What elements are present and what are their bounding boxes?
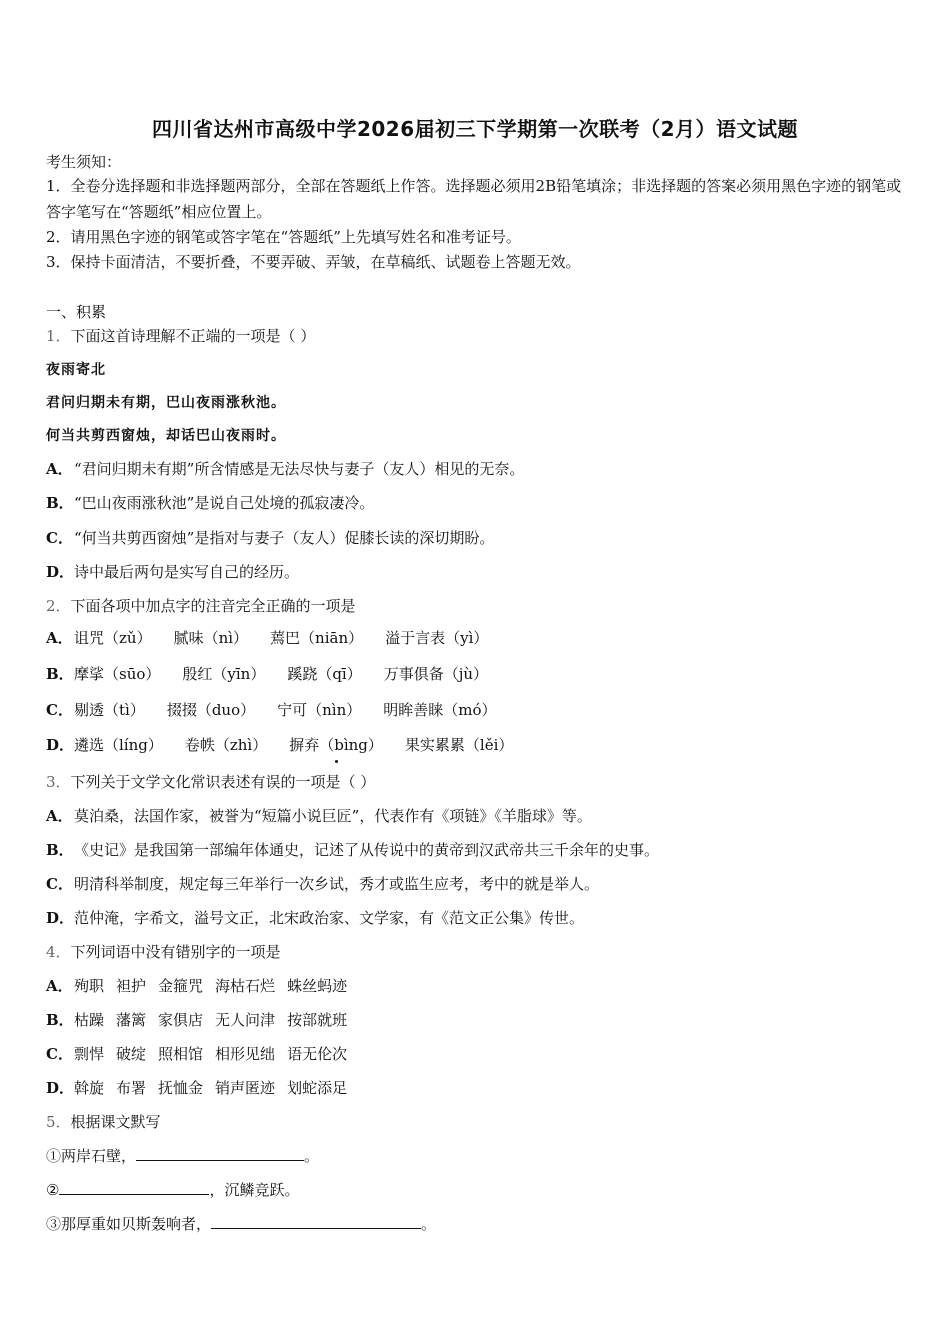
- option-item: 摒弃（bìng）: [289, 736, 383, 754]
- option-label: C．: [46, 529, 73, 547]
- option-text: “君问归期未有期”所含情感是无法尽快与妻子（友人）相见的无奈。: [74, 460, 525, 478]
- q3-option-d: [46, 908, 584, 928]
- q4-option-b: [46, 1010, 347, 1030]
- option-item: 腻味（nì）: [173, 629, 249, 647]
- question-number: 3．: [46, 773, 71, 791]
- recite-item-1: [46, 1146, 319, 1166]
- q4-option-c: [46, 1044, 347, 1064]
- q2-option-d: [46, 735, 513, 755]
- option-text: 莫泊桑，法国作家，被誉为“短篇小说巨匠”，代表作有《项链》《羊脂球》等。: [74, 807, 592, 825]
- option-label: C．: [46, 875, 73, 893]
- question-number: 5．: [46, 1113, 71, 1131]
- question-1: [46, 326, 315, 346]
- poem-line-2: 何当共剪西窗烛，却话巴山夜雨时。: [46, 428, 286, 444]
- option-item: 语无伦次: [287, 1045, 348, 1063]
- option-label: B．: [46, 841, 74, 859]
- option-item: 划蛇添足: [287, 1079, 348, 1097]
- question-stem: 下面各项中加点字的注音完全正确的一项是: [70, 597, 356, 615]
- option-item: 海枯石烂: [215, 977, 276, 995]
- option-label: D．: [46, 736, 75, 754]
- option-item: 破绽: [116, 1045, 147, 1063]
- recite-suffix: 。: [421, 1215, 437, 1233]
- question-4: [46, 942, 281, 962]
- option-item: 销声匿迹: [215, 1079, 276, 1097]
- answer-blank[interactable]: [136, 1146, 304, 1161]
- option-label: D．: [46, 1079, 75, 1097]
- option-item: 明眸善睐（mó）: [383, 701, 497, 719]
- option-item: 金箍咒: [158, 977, 204, 995]
- option-label: B．: [46, 1011, 74, 1029]
- section-heading: 一、积累: [46, 303, 107, 321]
- option-item: 无人问津: [215, 1011, 276, 1029]
- option-item: 万事俱备（jù）: [383, 665, 489, 683]
- q4-option-d: [46, 1078, 347, 1098]
- q2-option-c: [46, 700, 497, 720]
- option-label: B．: [46, 494, 74, 512]
- q3-option-a: [46, 806, 592, 826]
- recite-prefix: ②: [46, 1181, 60, 1199]
- option-item: 按部就班: [287, 1011, 348, 1029]
- option-item: 蛛丝蚂迹: [287, 977, 348, 995]
- question-3: [46, 772, 375, 792]
- notice-item-3: 3．保持卡面清洁，不要折叠，不要弄破、弄皱，在草稿纸、试题卷上答题无效。: [46, 253, 581, 271]
- recite-prefix: ③那厚重如贝斯轰响者，: [46, 1215, 212, 1233]
- q1-option-d: [46, 562, 299, 582]
- option-item: 殷红（yīn）: [182, 665, 266, 683]
- option-item: 斡旋: [74, 1079, 105, 1097]
- option-label: A．: [46, 629, 73, 647]
- question-stem: 下列关于文学文化常识表述有误的一项是（ ）: [70, 773, 376, 791]
- option-item: 家俱店: [158, 1011, 204, 1029]
- q3-option-c: [46, 874, 599, 894]
- recite-prefix: ①两岸石壁，: [46, 1147, 137, 1165]
- option-item: 剽悍: [74, 1045, 105, 1063]
- question-stem: 下列词语中没有错别字的一项是: [70, 943, 281, 961]
- option-item: 蹊跷（qī）: [287, 665, 362, 683]
- q1-option-c: [46, 528, 494, 548]
- option-item: 溢于言表（yì）: [385, 629, 489, 647]
- option-text: 范仲淹，字希文，溢号文正，北宋政治家、文学家，有《范文正公集》传世。: [74, 909, 585, 927]
- recite-suffix: 。: [304, 1147, 320, 1165]
- option-item: 遴选（líng）: [74, 736, 163, 754]
- option-item: 枯躁: [74, 1011, 105, 1029]
- question-stem: 根据课文默写: [70, 1113, 161, 1131]
- option-item: 剔透（tì）: [74, 701, 145, 719]
- option-label: A．: [46, 977, 73, 995]
- option-text: 诗中最后两句是实写自己的经历。: [74, 563, 300, 581]
- question-5: [46, 1112, 161, 1132]
- question-number: 1．: [46, 327, 71, 345]
- option-label: A．: [46, 460, 73, 478]
- notice-item-1: 1．全卷分选择题和非选择题两部分，全部在答题纸上作答。选择题必须用2B铅笔填涂；非选择题的答案必须用黑色字迹的钢笔或答字笔写在“答题纸”相应位置上。: [46, 177, 902, 221]
- option-item: 诅咒（zǔ）: [74, 629, 152, 647]
- option-label: D．: [46, 563, 75, 581]
- question-stem: 下面这首诗理解不正端的一项是（ ）: [70, 327, 316, 345]
- option-item: 果实累累（lěi）: [404, 736, 514, 754]
- poem-line-1: 君问归期未有期，巴山夜雨涨秋池。: [46, 395, 286, 411]
- option-item: 相形见绌: [215, 1045, 276, 1063]
- q3-option-b: [46, 840, 659, 860]
- option-label: C．: [46, 701, 73, 719]
- answer-blank[interactable]: [211, 1214, 421, 1229]
- q4-option-a: [46, 976, 347, 996]
- question-2: [46, 596, 356, 616]
- notice-heading: 考生须知：: [46, 153, 122, 171]
- option-text: “何当共剪西窗烛”是指对与妻子（友人）促膝长读的深切期盼。: [74, 529, 495, 547]
- option-item: 卷帙（zhì）: [184, 736, 268, 754]
- option-label: B．: [46, 665, 74, 683]
- option-item: 殉职: [74, 977, 105, 995]
- q1-option-b: [46, 493, 374, 513]
- option-text: “巴山夜雨涨秋池”是说自己处境的孤寂凄冷。: [74, 494, 375, 512]
- question-number: 4．: [46, 943, 71, 961]
- recite-suffix: ，沉鳞竞跃。: [209, 1181, 300, 1199]
- option-label: D．: [46, 909, 75, 927]
- option-text: 明清科举制度，规定每三年举行一次乡试，秀才或监生应考，考中的就是举人。: [74, 875, 600, 893]
- recite-item-3: [46, 1214, 436, 1234]
- q2-option-a: [46, 628, 488, 648]
- option-item: 蔫巴（niān）: [270, 629, 364, 647]
- recite-item-2: [46, 1180, 299, 1200]
- question-number: 2．: [46, 597, 71, 615]
- option-item: 袒护: [116, 977, 147, 995]
- answer-blank[interactable]: [59, 1180, 209, 1195]
- option-item: 藩篱: [116, 1011, 147, 1029]
- option-item: 照相馆: [158, 1045, 204, 1063]
- option-item: 布署: [116, 1079, 147, 1097]
- q2-option-b: [46, 664, 488, 684]
- option-item: 抚恤金: [158, 1079, 204, 1097]
- page-title: 四川省达州市高级中学2026届初三下学期第一次联考（2月）语文试题: [151, 117, 799, 141]
- option-label: C．: [46, 1045, 73, 1063]
- option-item: 宁可（nìn）: [277, 701, 362, 719]
- option-item: 摩挲（sūo）: [74, 665, 161, 683]
- notice-item-2: 2．请用黑色字迹的钢笔或答字笔在“答题纸”上先填写姓名和准考证号。: [46, 228, 521, 246]
- option-item: 掇掇（duo）: [166, 701, 256, 719]
- q1-option-a: [46, 459, 524, 479]
- option-label: A．: [46, 807, 73, 825]
- option-text: 《史记》是我国第一部编年体通史，记述了从传说中的黄帝到汉武帝共三千余年的史事。: [74, 841, 660, 859]
- poem-title: 夜雨寄北: [46, 362, 106, 378]
